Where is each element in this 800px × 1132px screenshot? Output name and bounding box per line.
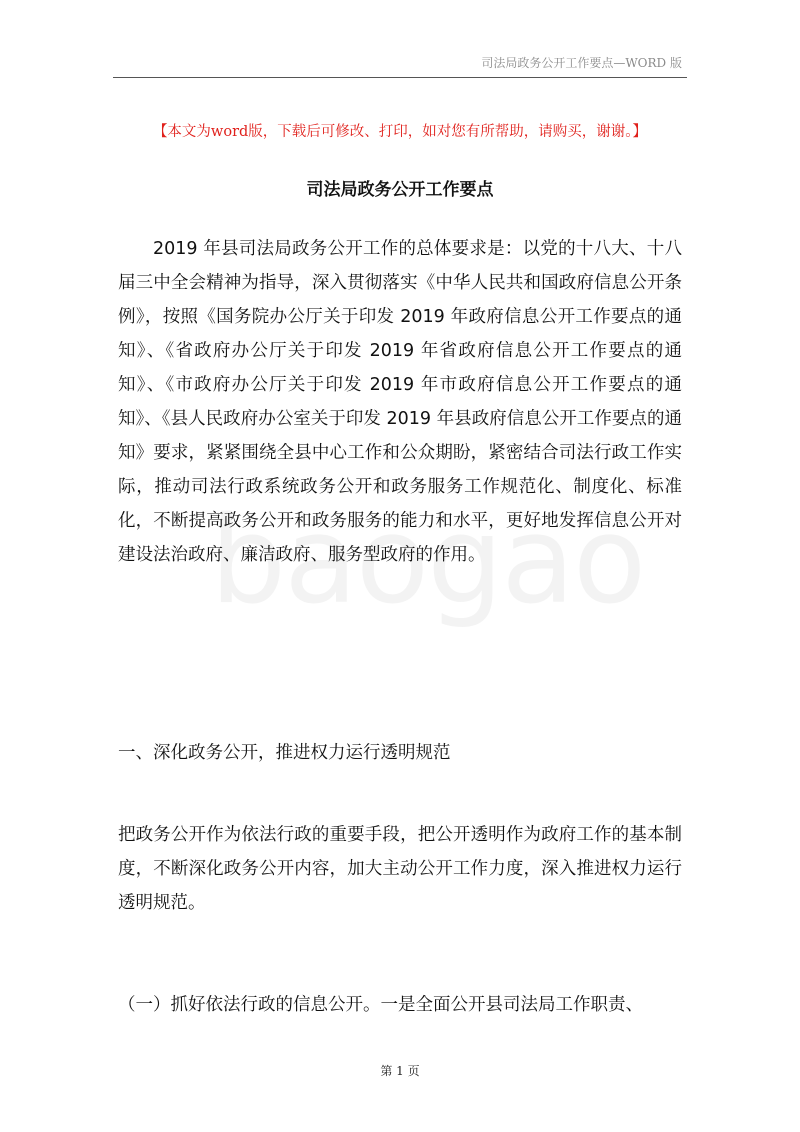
page-number: 第 1 页	[380, 1064, 420, 1078]
paragraph-subsection: （一）抓好依法行政的信息公开。一是全面公开县司法局工作职责、	[118, 995, 643, 1015]
purchase-notice: 【本文为word版，下载后可修改、打印，如对您有所帮助，请购买，谢谢。】	[152, 124, 648, 140]
section-heading: 一、深化政务公开，推进权力运行透明规范	[118, 743, 451, 763]
paragraph-section: 把政务公开作为依法行政的重要手段，把公开透明作为政府工作的基本制度，不断深化政务公开内容，加大主动公开工作力度，深入推进权力运行透明规范。	[118, 825, 682, 913]
running-header: 司法局政务公开工作要点—WORD 版	[481, 56, 682, 70]
paragraph-intro: 2019 年县司法局政务公开工作的总体要求是：以党的十八大、十八届三中全会精神为指导，深入贯彻落实《中华人民共和国政府信息公开条例》，按照《国务院办公厅关于印发 2019 年政府信息公开工作要点的通知》、《省政府办公厅关于印发 2019 年省政府信息公开工作要点的通知》、《市政府办公厅关于印发 2019 年市政府信息公开工作要点的通知》、《县人民政府办公室关于印发 2019 年县政府信息公开工作要点的通知》要求，紧紧围绕全县中心工作和公众期盼，紧密结合司法行政工作实际，推动司法行政系统政务公开和政务服务工作规范化、制度化、标准化，不断提高政务公开和政务服务的能力和水平，更好地发挥信息公开对建设法治政府、廉洁政府、服务型政府的作用。	[118, 239, 682, 565]
header-divider	[113, 77, 687, 78]
document-title: 司法局政务公开工作要点	[306, 180, 494, 200]
